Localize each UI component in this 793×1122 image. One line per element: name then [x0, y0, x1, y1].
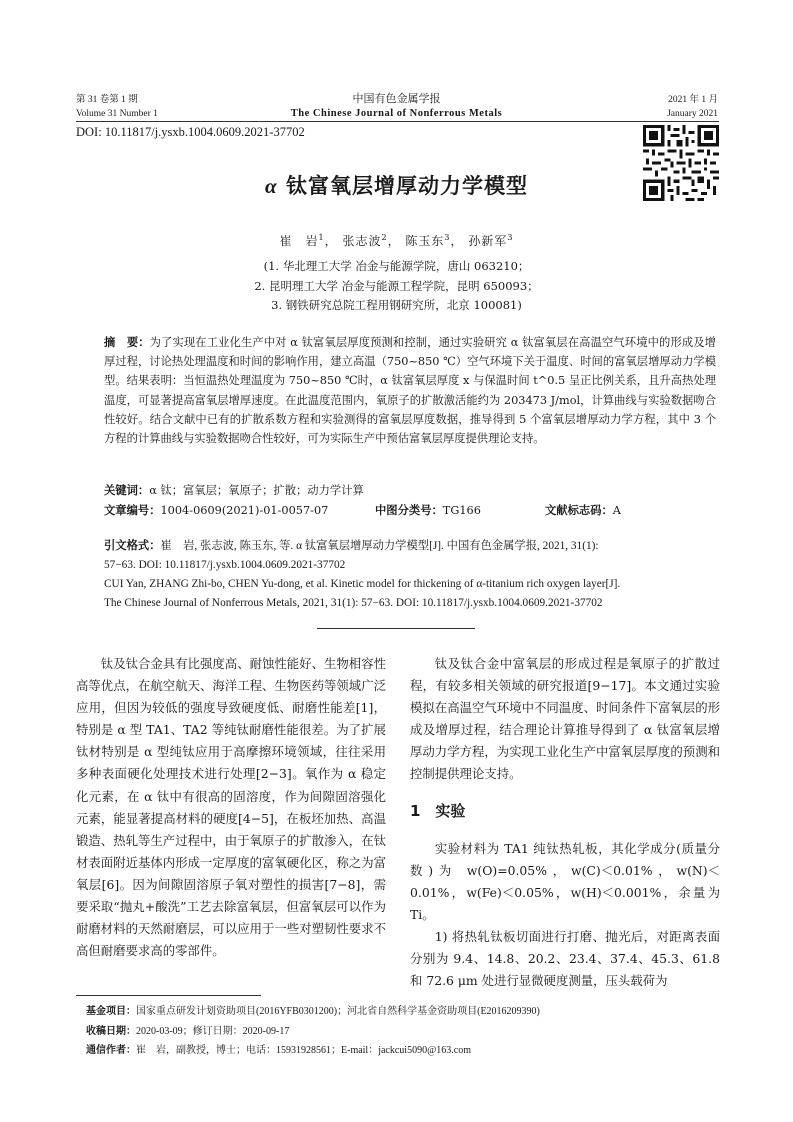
affiliation-3: 3. 钢铁研究总院工程用钢研究所，北京 100081) [271, 298, 522, 312]
keywords [104, 482, 364, 500]
article-number-label: 文章编号： [104, 504, 161, 517]
affiliation-1: (1. 华北理工大学 冶金与能源学院，唐山 063210； [263, 259, 530, 273]
journal-name-cn: 中国有色金属学报 [352, 93, 441, 105]
abstract [104, 333, 716, 448]
document-code-label: 文献标志码： [545, 504, 613, 517]
section-heading-experiment: 1 实验 [410, 801, 466, 820]
corresponding-text: 崔 岩，副教授，博士；电话：15931928561；E-mail：jackcui5090@163.com [136, 1045, 472, 1056]
author-1: 崔 岩 [279, 234, 319, 248]
journal-name-en: The Chinese Journal of Nonferrous Metals [290, 108, 503, 119]
document-code [545, 502, 621, 520]
citation-en-line2: The Chinese Journal of Nonferrous Metals, 2021, 31(1): 57−63. DOI: 10.11817/j.ysxb.1004.0609.2021-37702 [104, 597, 603, 609]
citation-label: 引文格式： [104, 539, 161, 552]
author-list: 崔 岩$^1$， 张志波$^2$， 陈玉东$^3$， 孙新军$^3$ [279, 233, 514, 248]
author-3: 陈玉东 [405, 234, 445, 248]
article-number [104, 502, 328, 520]
keywords-text: α 钛；富氧层；氧原子；扩散；动力学计算 [149, 484, 364, 497]
author-3-affil: 3 [444, 233, 451, 242]
citation-en-line1: CUI Yan, ZHANG Zhi-bo, CHEN Yu-dong, et al. Kinetic model for thickening of α-titanium rich oxygen layer[J]. [104, 578, 621, 590]
doi[interactable]: DOI: 10.11817/j.ysxb.1004.0609.2021-37702 [76, 125, 305, 139]
corresponding-label: 通信作者： [86, 1045, 136, 1056]
issue-date-en: January 2021 [667, 109, 718, 119]
clc-number-label: 中图分类号： [375, 504, 443, 517]
keywords-label: 关键词： [104, 484, 150, 497]
header-rule [76, 121, 719, 122]
body-left-column [76, 653, 386, 962]
volume-issue-cn: 第 31 卷第 1 期 [76, 95, 138, 105]
fund-text: 国家重点研发计划资助项目(2016YFB0301200)；河北省自然科学基金资助项目(E2016209390) [136, 1006, 540, 1017]
article-number-value: 1004-0609(2021)-01-0057-07 [160, 504, 329, 517]
author-2: 张志波 [342, 234, 382, 248]
footnotes [86, 1002, 716, 1061]
citation-block [104, 536, 716, 613]
abstract-divider [317, 628, 475, 629]
experiment-paragraph-1: 实验材料为 TA1 纯钛热轧板，其化学成分(质量分数)为 w(O)=0.05%，w(C)＜0.01%，w(N)＜0.01%，w(Fe)＜0.05%，w(H)＜0.001%，余量为 Ti。 [410, 840, 720, 922]
citation-cn-line2: 57−63. DOI: 10.11817/j.ysxb.1004.0609.2021-37702 [104, 559, 346, 571]
author-2-affil: 2 [381, 233, 388, 242]
author-1-affil: 1 [318, 233, 325, 242]
issue-date-cn: 2021 年 1 月 [668, 95, 718, 105]
volume-issue-en: Volume 31 Number 1 [76, 109, 158, 119]
fund-label: 基金项目： [86, 1006, 136, 1017]
body-right-column [410, 653, 720, 992]
document-code-value: A [612, 504, 621, 517]
citation-cn-line1: 崔 岩, 张志波, 陈玉东, 等. α 钛富氧层增厚动力学模型[J]. 中国有色金属学报, 2021, 31(1): [160, 540, 599, 552]
abstract-label: 摘 要： [104, 336, 150, 349]
author-4-affil: 3 [507, 233, 514, 242]
paper-title [0, 170, 793, 200]
intro-paragraph-2: 钛及钛合金中富氧层的形成过程是氧原子的扩散过程，有较多相关领域的研究报道[9−17]。本文通过实验模拟在高温空气环境中不同温度、时间条件下富氧层的形成及增厚过程，结合理论计算推导得到了 α 钛富氧层增厚动力学方程，为实现工业化生产中富氧层厚度的预测和控制提供理论支持。 [410, 656, 720, 782]
title-greek-alpha: α [265, 174, 278, 198]
abstract-text: 为了实现在工业化生产中对 α 钛富氧层厚度预测和控制，通过实验研究 α 钛富氧层在高温空气环境中的形成及增厚过程，讨论热处理温度和时间的影响作用，建立高温（750~850 ℃）空气环境下关于温度、时间的富氧层增厚动力学模型。结果表明：当恒温热处理温度为 750~850 ℃时，α 钛富氧层厚度 x 与保温时间 t^0.5 呈正比例关系，且升高热处理温度，可显著提高富氧层增厚速度。在此温度范围内，氧原子的扩散激活能约为 203473 J/mol，计算曲线与实验数据吻合性较好。结合文献中已有的扩散系数方程和实验测得的富氧层厚度数据，推导得到 5 个富氧层增厚动力学方程，其中 3 个方程的计算曲线与实验数据吻合性较好，可为实际生产中预估富氧层厚度提供理论支持。 [104, 336, 716, 446]
footnote-rule [76, 995, 261, 996]
clc-number-value: TG166 [442, 504, 481, 517]
dates-label: 收稿日期： [86, 1025, 136, 1037]
experiment-paragraph-2: 1) 将热轧钛板切面进行打磨、抛光后，对距离表面分别为 9.4、14.8、20.2、23.4、37.4、45.3、61.8 和 72.6 μm 处进行显微硬度测量，压头载荷为 [410, 929, 720, 989]
dates-text: 2020-03-09；修订日期：2020-09-17 [136, 1025, 290, 1037]
title-text: 钛富氧层增厚动力学模型 [277, 174, 528, 198]
affiliation-2: 2. 昆明理工大学 冶金与能源工程学院，昆明 650093； [254, 279, 539, 293]
author-4: 孙新军 [468, 234, 508, 248]
intro-paragraph-1: 钛及钛合金具有比强度高、耐蚀性能好、生物相容性高等优点，在航空航天、海洋工程、生物医药等领域广泛应用，但因为较低的强度导致硬度低、耐磨性能差[1]，特别是 α 型 TA1、TA2 等纯钛耐磨性能很差。为了扩展钛材特别是 α 型纯钛应用于高摩擦环境领域，往往采用多种表面硬化处理技术进行处理[2−3]。氧作为 α 稳定化元素，在 α 钛中有很高的固溶度，作为间隙固溶强化元素，能显著提高材料的硬度[4−5]，在板坯加热、高温锻造、热轧等生产过程中，由于氧原子的扩散渗入，在钛材表面附近基体内形成一定厚度的富氧硬化区，称之为富氧层[6]。因为间隙固溶原子氧对塑性的损害[7−8]，需要采取“抛丸+酸洗”工艺去除富氧层，但富氧层可以作为耐磨材料的天然耐磨层，可以应用于一些对塑韧性要求不高但耐磨要求高的零部件。 [76, 656, 386, 959]
clc-number [375, 502, 481, 520]
